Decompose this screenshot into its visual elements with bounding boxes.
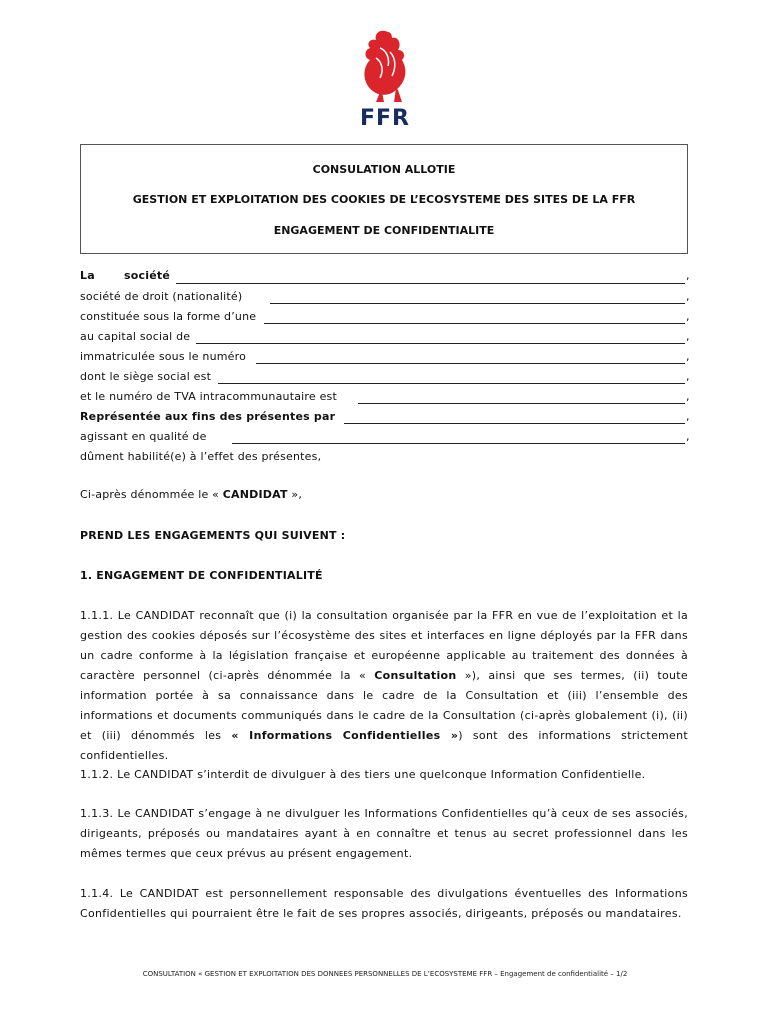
engagements-title: PREND LES ENGAGEMENTS QUI SUIVENT : [80, 529, 346, 542]
title-line-1: CONSULATION ALLOTIE [312, 163, 456, 176]
p111-text-e: ) sont des informations strictement confidentielles. [80, 729, 689, 762]
p111-text-a: 1.1.1. Le CANDIDAT reconnaît que (i) la consultation organisée par la FFR en vue de l’exploitation et la gestion des cookies déposés sur l’écosystème des sites et interfaces en ligne déployés par la FFR dans un cadre conforme à la législation française et européenne applicable au traitement des données à caractère personnel (ci-après dénommée la « [80, 609, 688, 682]
field-societe-label: société [124, 269, 170, 282]
comma: , [686, 350, 690, 363]
field-immat-label: immatriculée sous le numéro [80, 350, 247, 363]
comma: , [686, 410, 690, 423]
comma: , [686, 390, 690, 403]
field-droit-blank[interactable] [270, 303, 685, 304]
field-qualite-blank[interactable] [232, 443, 685, 444]
rooster-icon [350, 28, 420, 106]
candidat-suffix: », [287, 488, 303, 501]
field-la-label: La [80, 269, 95, 282]
candidat-line [80, 488, 302, 501]
comma: , [686, 310, 690, 323]
page-footer: CONSULTATION « GESTION ET EXPLOITATION DES DONNEES PERSONNELLES DE L’ECOSYSTEME FFR – Engagement de confidentialité – 1/2 [142, 970, 628, 978]
comma: , [686, 430, 690, 443]
p111-consultation: Consultation [374, 669, 457, 682]
field-forme-label: constituée sous la forme d’une [80, 310, 257, 323]
field-represente-label: Représentée aux fins des présentes par [80, 410, 336, 423]
field-qualite-label: agissant en qualité de [80, 430, 207, 443]
p111-text-c: »), ainsi que ses termes, (ii) toute information portée à sa connaissance dans le cadre de la Consultation et (iii) l’ensemble des informations et documents communiqués dans le cadre de la Consultation (ci-après globalement (i), (ii) et (iii) dénommés les [80, 669, 688, 742]
field-siege-blank[interactable] [218, 383, 685, 384]
comma: , [686, 290, 690, 303]
ffr-logo [350, 28, 420, 130]
p111-informations: « Informations Confidentielles » [231, 729, 459, 742]
field-tva-label: et le numéro de TVA intracommunautaire est [80, 390, 337, 403]
title-line-2: GESTION ET EXPLOITATION DES COOKIES DE L’ECOSYSTEME DES SITES DE LA FFR [132, 193, 636, 206]
paragraph-1-1-1 [80, 606, 688, 766]
field-societe-blank[interactable] [176, 283, 685, 284]
field-siege-label: dont le siège social est [80, 370, 212, 383]
paragraph-1-1-4: 1.1.4. Le CANDIDAT est personnellement responsable des divulgations éventuelles des Informations Confidentielles qui pourraient être le fait de ses propres associés, dirigeants, préposés ou mandataires. [80, 887, 688, 920]
title-line-3: ENGAGEMENT DE CONFIDENTIALITE [273, 224, 495, 237]
field-represente-blank[interactable] [344, 423, 685, 424]
paragraph-1-1-3: 1.1.3. Le CANDIDAT s’engage à ne divulguer les Informations Confidentielles qu’à ceux de ses associés, dirigeants, préposés ou mandataires ayant à en connaître et tenus au secret professionnel dans les mêmes termes que ceux prévus au présent engagement. [80, 807, 688, 860]
section-1-title: 1. ENGAGEMENT DE CONFIDENTIALITÉ [80, 569, 323, 582]
field-capital-blank[interactable] [196, 343, 685, 344]
candidat-bold: CANDIDAT [222, 488, 288, 501]
field-tva-blank[interactable] [358, 403, 685, 404]
field-droit-label: société de droit (nationalité) [80, 290, 243, 303]
comma: , [686, 370, 690, 383]
candidat-prefix: Ci-après dénommée le « [80, 488, 223, 501]
comma: , [686, 269, 690, 282]
logo-text: FFR [360, 106, 410, 131]
field-habilite-text: dûment habilité(e) à l’effet des présentes, [80, 450, 322, 463]
field-capital-label: au capital social de [80, 330, 191, 343]
paragraph-1-1-2: 1.1.2. Le CANDIDAT s’interdit de divulguer à des tiers une quelconque Information Confidentielle. [80, 768, 646, 781]
field-forme-blank[interactable] [264, 323, 685, 324]
title-box [80, 144, 688, 254]
comma: , [686, 330, 690, 343]
field-immat-blank[interactable] [256, 363, 685, 364]
